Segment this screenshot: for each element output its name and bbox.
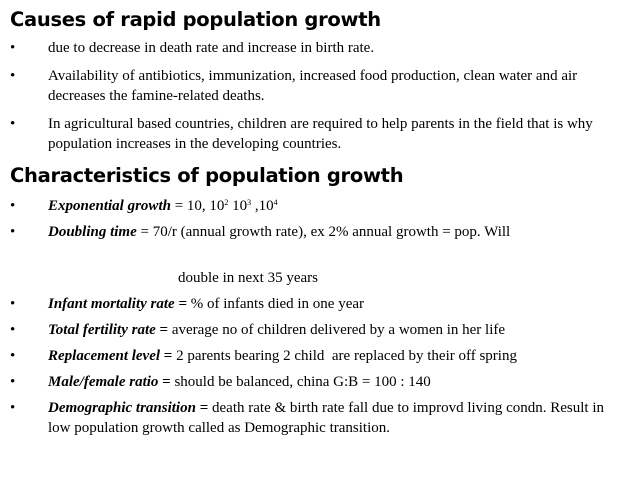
value-text: 10, 10 — [186, 198, 225, 214]
definition-text: average no of children delivered by a women in her life — [171, 322, 506, 338]
definition-text: death rate & birth rate fall due to improvd living condn. Result in low population growth called as Demographic transition. — [48, 400, 605, 436]
term-label: Male/female ratio — [48, 374, 159, 390]
term-label: Total fertility rate — [48, 322, 156, 338]
list-item — [10, 196, 630, 216]
bullet-icon: • — [10, 348, 16, 364]
definition-text: should be balanced, china G:B = 100 : 140 — [174, 374, 431, 390]
bullet-icon: • — [10, 198, 16, 214]
equals-sign: = — [195, 400, 213, 416]
equals-sign: = — [174, 296, 191, 312]
exponent: 4 — [273, 198, 278, 207]
definition-text: % of infants died in one year — [190, 296, 365, 312]
bullet-text: In agricultural based countries, children are required to help parents in the field that is why population increases in the developing countries. — [48, 116, 593, 152]
list-item — [10, 294, 630, 314]
bullet-icon: • — [10, 374, 16, 390]
bullet-icon: • — [10, 322, 16, 338]
term-label: Infant mortality rate — [48, 296, 175, 312]
continuation-text: double in next 35 years — [178, 270, 318, 286]
list-item — [10, 114, 630, 154]
equals-sign: = — [170, 198, 187, 214]
characteristics-heading: Characteristics of population growth — [10, 164, 404, 187]
value-text: ,10 — [251, 198, 274, 214]
equals-sign: = — [160, 348, 177, 364]
bullet-icon: • — [10, 224, 16, 240]
bullet-icon: • — [10, 400, 16, 416]
equals-sign: = — [158, 374, 175, 390]
definition-text: 2 parents bearing 2 child are replaced by their off spring — [176, 348, 517, 364]
term-label: Doubling time — [48, 224, 137, 240]
definition-text: = 70/r (annual growth rate), ex 2% annual growth = pop. Will — [136, 224, 511, 240]
bullet-icon: • — [10, 116, 16, 132]
causes-heading: Causes of rapid population growth — [10, 8, 381, 31]
term-label: Replacement level — [48, 348, 161, 364]
list-item — [10, 66, 630, 106]
bullet-text — [10, 398, 630, 438]
list-item — [10, 320, 630, 340]
bullet-icon: • — [10, 40, 16, 56]
list-item — [10, 346, 630, 366]
bullet-text: due to decrease in death rate and increase in birth rate. — [48, 40, 375, 56]
term-label: Demographic transition — [48, 400, 196, 416]
bullet-text — [10, 320, 630, 340]
bullet-icon: • — [10, 68, 16, 84]
bullet-text — [10, 346, 630, 366]
list-item — [10, 372, 630, 392]
bullet-text — [10, 196, 630, 216]
list-item — [10, 38, 630, 58]
term-label: Exponential growth — [48, 198, 171, 214]
bullet-text — [10, 294, 630, 314]
list-item — [10, 398, 630, 438]
list-item — [10, 222, 630, 242]
exponent: 3 — [247, 198, 252, 207]
equals-sign: = — [155, 322, 172, 338]
exponent: 2 — [224, 198, 229, 207]
bullet-icon: • — [10, 296, 16, 312]
value-text: 10 — [228, 198, 248, 214]
bullet-text — [10, 222, 630, 242]
bullet-text — [10, 372, 630, 392]
bullet-text: Availability of antibiotics, immunization, increased food production, clean water and air decreases the famine-related deaths. — [48, 68, 578, 104]
